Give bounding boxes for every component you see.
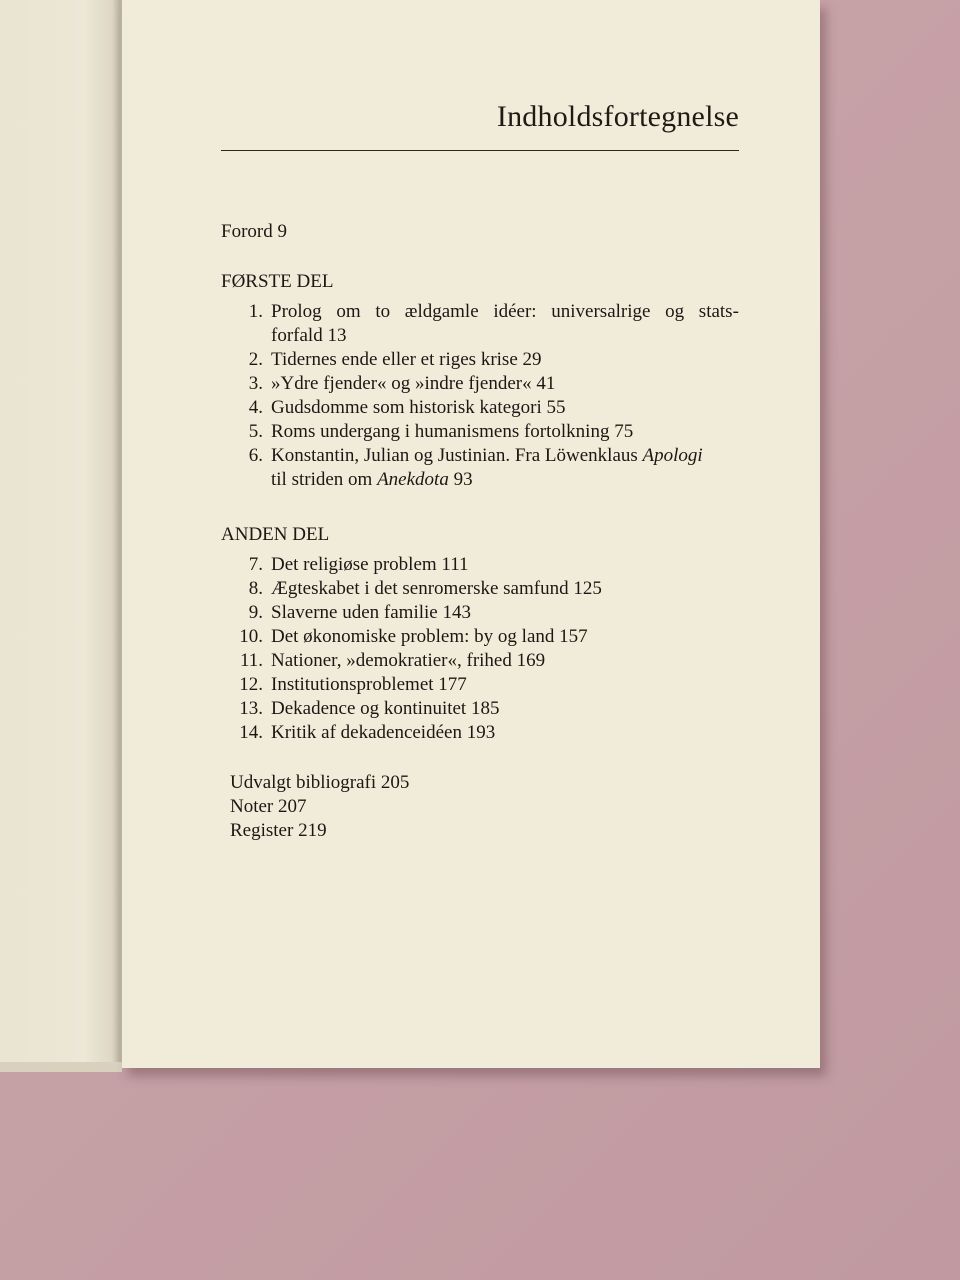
toc-entry <box>221 601 602 625</box>
chapter-number: 13. <box>239 698 263 719</box>
chapter-number: 4. <box>248 397 263 418</box>
chapter-number: 9. <box>248 602 263 623</box>
toc-entry <box>221 300 739 324</box>
chapter-title: Kritik af dekadenceidéen 193 <box>271 722 496 743</box>
chapter-title: Det religiøse problem 111 <box>271 554 469 575</box>
chapter-number: 12. <box>239 674 263 695</box>
toc-entry <box>221 553 602 577</box>
toc-entry <box>221 348 739 372</box>
chapter-number: 14. <box>239 722 263 743</box>
chapter-title: Ægteskabet i det senromerske samfund 125 <box>271 578 602 599</box>
toc-entry <box>221 396 739 420</box>
page-number: 93 <box>448 469 473 490</box>
chapter-title <box>271 444 739 468</box>
chapter-number: 3. <box>248 373 263 394</box>
book-page <box>122 0 820 1068</box>
chapter-title: Det økonomiske problem: by og land 157 <box>271 626 588 647</box>
facing-page <box>0 0 122 1062</box>
chapter-number: 7. <box>248 554 263 575</box>
title-rule <box>221 150 739 151</box>
part-one-heading: FØRSTE DEL <box>221 271 334 292</box>
chapter-title-word: stats- <box>698 301 739 322</box>
chapter-title-continuation <box>221 468 739 492</box>
page-edge <box>0 1062 122 1072</box>
foreword-block <box>221 220 287 244</box>
back-matter <box>230 771 409 843</box>
toc-foreword: Forord 9 <box>221 221 287 242</box>
chapter-number: 10. <box>239 626 263 647</box>
chapter-title-word: idéer: <box>493 301 537 322</box>
chapter-number: 6. <box>248 445 263 466</box>
chapter-title-text: Konstantin, Julian og Justinian. Fra Löwenklaus <box>271 445 643 466</box>
part-one <box>221 270 739 492</box>
chapter-number: 1. <box>248 301 263 322</box>
chapter-title-italic: Apologi <box>642 445 703 466</box>
chapter-number: 11. <box>239 650 263 671</box>
chapter-title-word: to <box>375 301 391 322</box>
toc-entry <box>221 420 739 444</box>
chapter-title-word: ældgamle <box>404 301 479 322</box>
chapter-title-word: om <box>336 301 361 322</box>
page-title: Indholdsfortegnelse <box>496 100 739 133</box>
toc-entry <box>221 697 602 721</box>
chapter-title-word: og <box>665 301 685 322</box>
toc-entry <box>221 372 739 396</box>
chapter-title-word: universalrige <box>551 301 651 322</box>
chapter-title: Dekadence og kontinuitet 185 <box>271 698 500 719</box>
chapter-title-text: til striden om <box>271 469 378 490</box>
toc-bibliography: Udvalgt bibliografi 205 <box>230 772 410 793</box>
chapter-title: »Ydre fjender« og »indre fjender« 41 <box>271 373 556 394</box>
chapter-title-italic: Anekdota <box>377 469 449 490</box>
chapter-title-continuation: forfald 13 <box>271 325 347 346</box>
chapter-title: Tidernes ende eller et riges krise 29 <box>271 349 542 370</box>
chapter-title-word: Prolog <box>271 301 322 322</box>
chapter-title: Institutionsproblemet 177 <box>271 674 467 695</box>
toc-notes: Noter 207 <box>230 796 307 817</box>
toc-entry <box>221 673 602 697</box>
chapter-number: 5. <box>248 421 263 442</box>
chapter-number: 2. <box>248 349 263 370</box>
chapter-title: Nationer, »demokratier«, frihed 169 <box>271 650 546 671</box>
toc-entry <box>221 721 602 745</box>
chapter-title: Roms undergang i humanismens fortolkning 75 <box>271 421 634 442</box>
part-two <box>221 523 602 745</box>
chapter-title: Gudsdomme som historisk kategori 55 <box>271 397 566 418</box>
part-two-heading: ANDEN DEL <box>221 524 330 545</box>
chapter-number: 8. <box>248 578 263 599</box>
toc-register: Register 219 <box>230 820 327 841</box>
chapter-title: Slaverne uden familie 143 <box>271 602 471 623</box>
toc-entry <box>221 625 602 649</box>
chapter-title <box>271 300 739 324</box>
toc-entry <box>221 444 739 468</box>
toc-entry <box>221 577 602 601</box>
toc-entry <box>221 649 602 673</box>
